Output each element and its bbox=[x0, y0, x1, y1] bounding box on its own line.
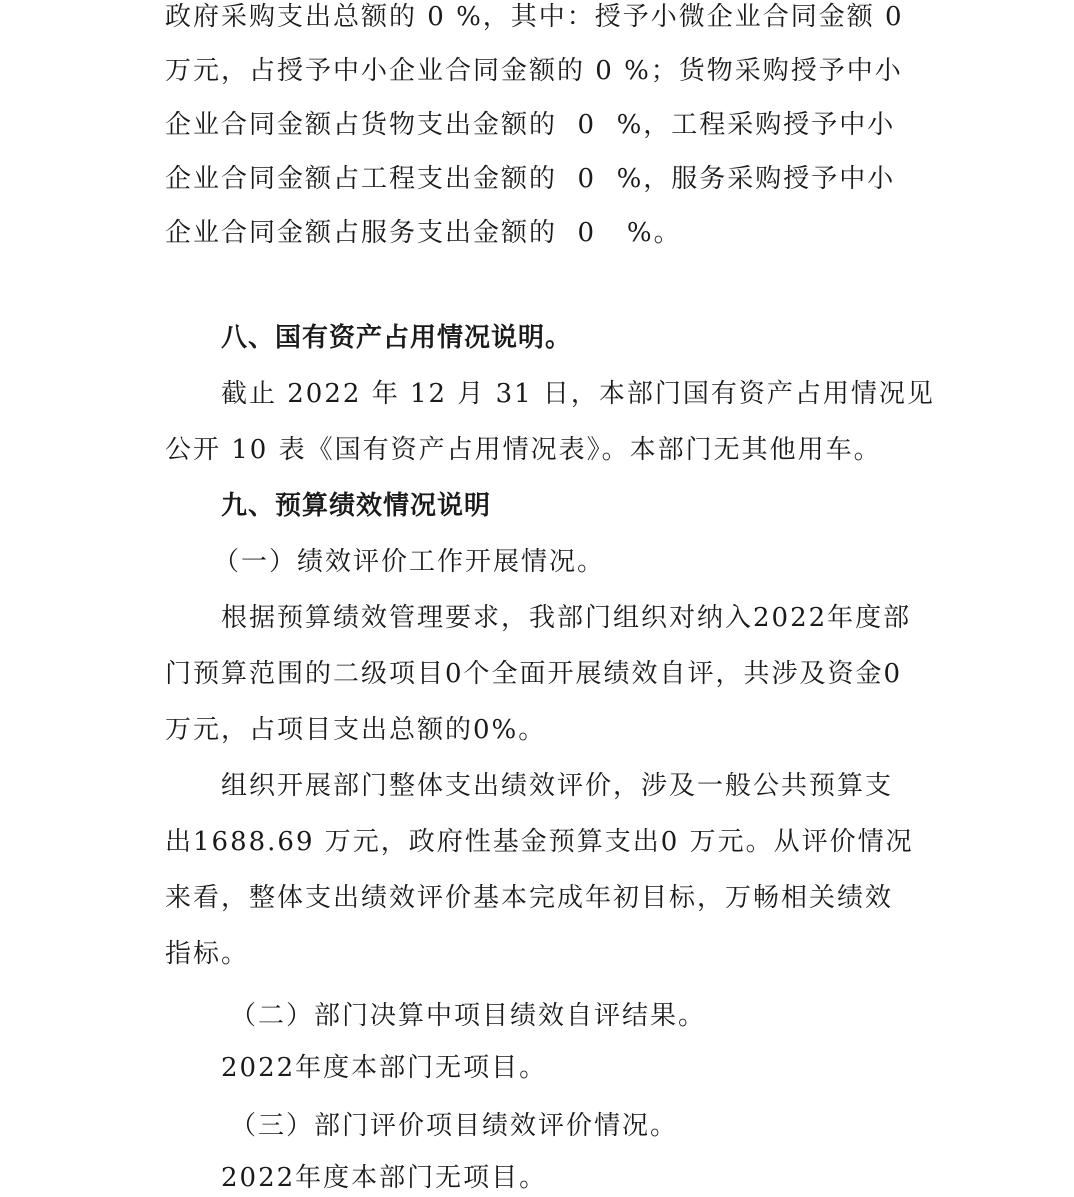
paragraph-line: 万元，占授予中小企业合同金额的 0 %；货物采购授予中小 bbox=[165, 56, 903, 86]
subsection-heading-2: （二）部门决算中项目绩效自评结果。 bbox=[230, 1001, 707, 1031]
paragraph-line: 企业合同金额占货物支出金额的 0 %，工程采购授予中小 bbox=[165, 110, 896, 140]
paragraph-line: 企业合同金额占工程支出金额的 0 %，服务采购授予中小 bbox=[165, 164, 896, 194]
section-heading-8: 八、国有资产占用情况说明。 bbox=[221, 323, 573, 353]
paragraph-line: 门预算范围的二级项目0个全面开展绩效自评，共涉及资金0 bbox=[165, 659, 903, 689]
paragraph-line: 来看，整体支出绩效评价基本完成年初目标，万畅相关绩效 bbox=[165, 883, 894, 913]
paragraph-line: 公开 10 表《国有资产占用情况表》。本部门无其他用车。 bbox=[165, 435, 882, 465]
paragraph-line: 根据预算绩效管理要求，我部门组织对纳入2022年度部 bbox=[221, 603, 912, 633]
paragraph-line: 组织开展部门整体支出绩效评价，涉及一般公共预算支 bbox=[221, 771, 894, 801]
paragraph-line: 2022年度本部门无项目。 bbox=[221, 1163, 548, 1193]
paragraph-line: 出1688.69 万元，政府性基金预算支出0 万元。从评价情况 bbox=[165, 827, 914, 857]
section-heading-9: 九、预算绩效情况说明 bbox=[221, 491, 492, 521]
subsection-heading-3: （三）部门评价项目绩效评价情况。 bbox=[230, 1111, 679, 1141]
paragraph-line: 指标。 bbox=[165, 939, 250, 969]
paragraph-line: 政府采购支出总额的 0 %，其中：授予小微企业合同金额 0 bbox=[165, 2, 904, 32]
paragraph-line: 2022年度本部门无项目。 bbox=[221, 1053, 548, 1083]
paragraph-line: 企业合同金额占服务支出金额的 0 %。 bbox=[165, 218, 682, 248]
paragraph-line: 万元，占项目支出总额的0%。 bbox=[165, 715, 547, 745]
paragraph-line: 截止 2022 年 12 月 31 日，本部门国有资产占用情况见 bbox=[221, 379, 935, 409]
subsection-heading-1: （一）绩效评价工作开展情况。 bbox=[213, 547, 606, 577]
